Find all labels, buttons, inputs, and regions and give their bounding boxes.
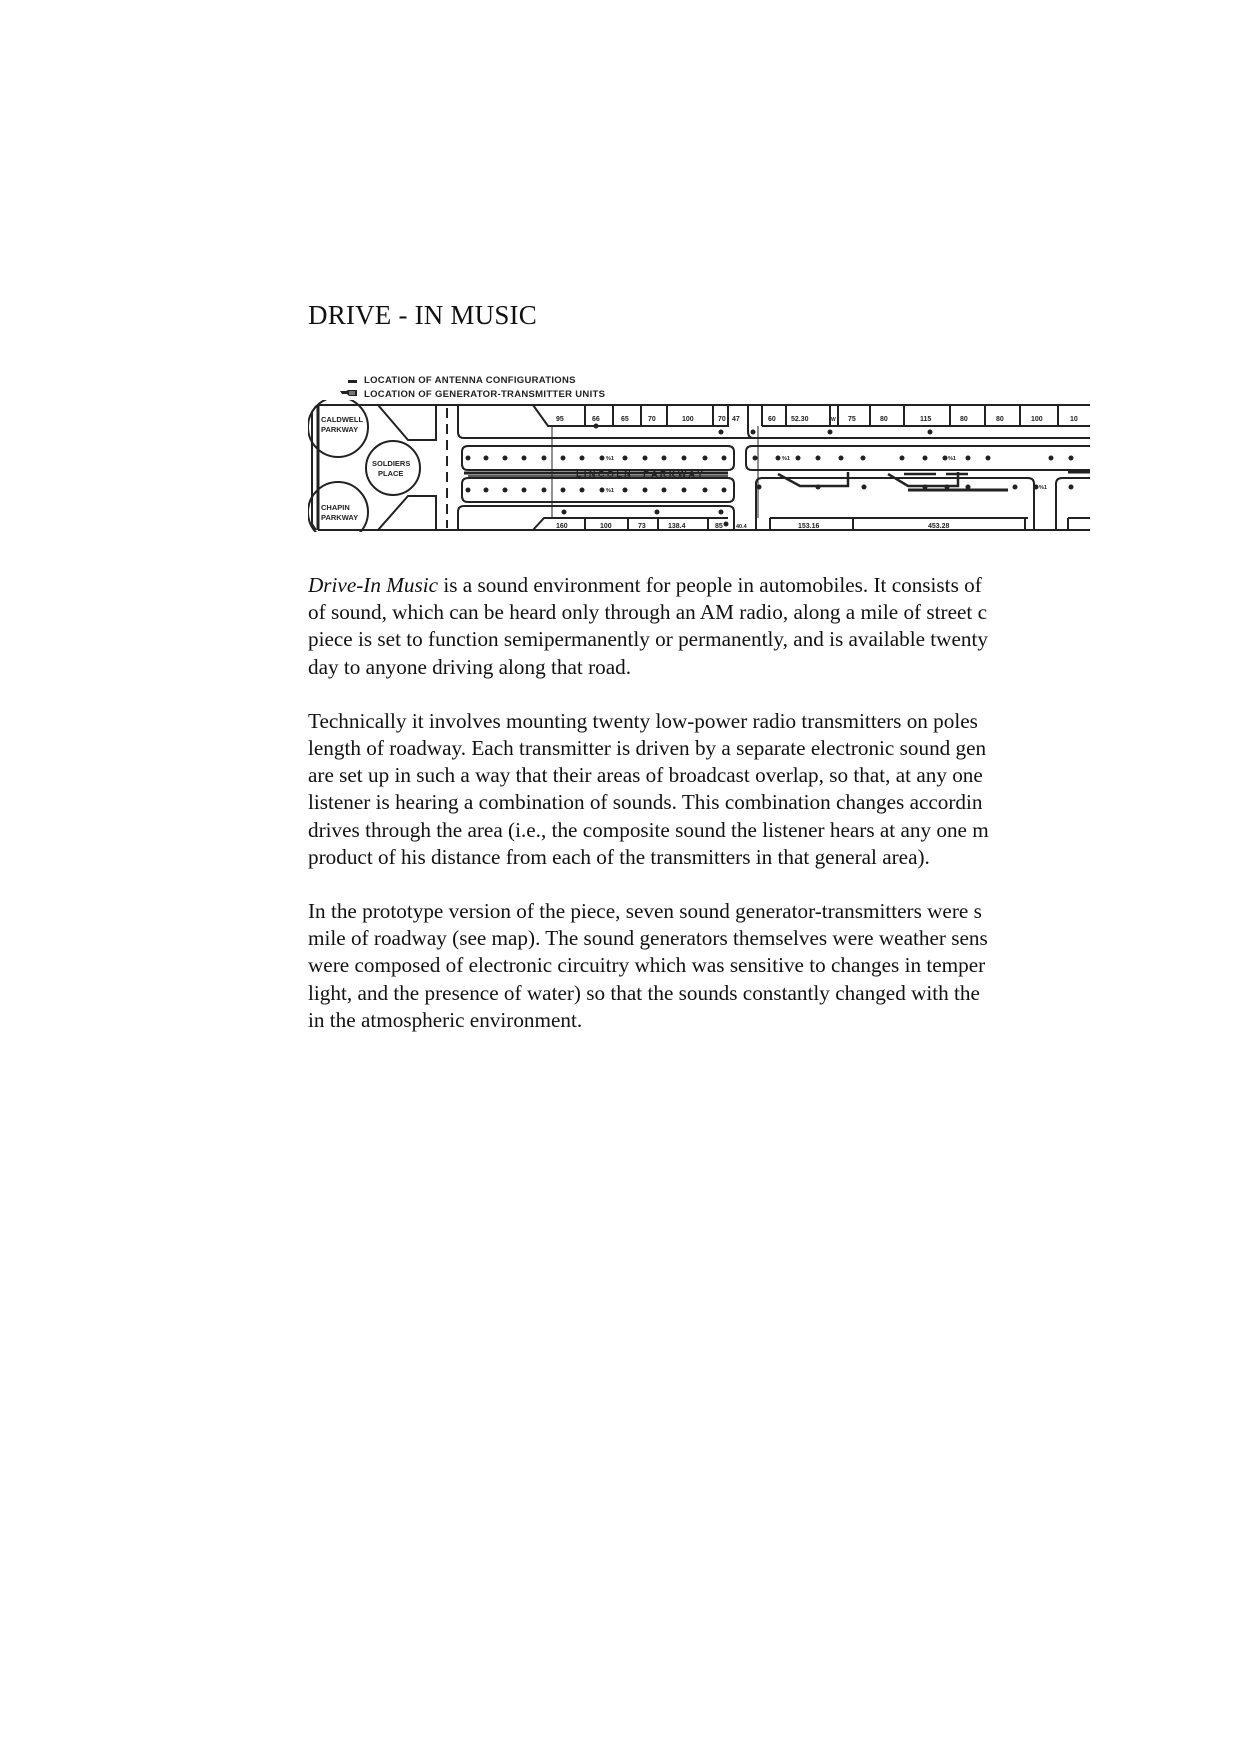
transmitter-hand-icon: %1 bbox=[1039, 485, 1047, 491]
text-line: of sound, which can be heard only through an AM radio, along a mile of street c bbox=[308, 600, 987, 625]
body-text bbox=[308, 572, 1090, 1072]
lot-label: 70 bbox=[648, 416, 656, 423]
paragraph-3 bbox=[308, 898, 1090, 1034]
lot-label: 153.16 bbox=[798, 523, 820, 530]
text-line: length of roadway. Each transmitter is driven by a separate electronic sound gen bbox=[308, 736, 987, 761]
text-line: day to anyone driving along that road. bbox=[308, 654, 632, 679]
legend-item-antenna bbox=[340, 373, 605, 387]
transmitter-hand-icon: %1 bbox=[606, 488, 614, 494]
lot-label: W bbox=[831, 417, 836, 423]
lot-label: 453.28 bbox=[928, 523, 950, 530]
text-line: In the prototype version of the piece, seven sound generator-transmitters were s bbox=[308, 899, 982, 924]
lot-label: 80 bbox=[996, 416, 1004, 423]
gap-label: 40.4 bbox=[736, 524, 747, 530]
gap-label: 47 bbox=[732, 416, 740, 423]
lot-label: 65 bbox=[621, 416, 629, 423]
text-line: product of his distance from each of the transmitters in that general area). bbox=[308, 844, 930, 869]
roadway-map bbox=[308, 400, 1090, 532]
lot-label: 160 bbox=[556, 523, 568, 530]
lot-label: 95 bbox=[556, 416, 564, 423]
place-caldwell: CALDWELL bbox=[321, 415, 364, 424]
lot-label: 70 bbox=[718, 416, 726, 423]
lot-label: 80 bbox=[880, 416, 888, 423]
text-line bbox=[308, 572, 1090, 599]
lot-label: 60 bbox=[768, 416, 776, 423]
text-line: Technically it involves mounting twenty low-power radio transmitters on poles bbox=[308, 708, 978, 733]
legend-label: LOCATION OF GENERATOR-TRANSMITTER UNITS bbox=[364, 388, 606, 400]
place-chapin: CHAPIN bbox=[321, 503, 350, 512]
lot-label: 75 bbox=[848, 416, 856, 423]
lot-label: 80 bbox=[960, 416, 968, 423]
place-chapin: PARKWAY bbox=[321, 513, 359, 522]
text-line: light, and the presence of water) so that the sounds constantly changed with the bbox=[308, 980, 980, 1005]
lot-label: 52.30 bbox=[791, 416, 809, 423]
transmitter-hand-icon: %1 bbox=[782, 456, 790, 462]
place-soldiers: SOLDIERS bbox=[372, 459, 411, 468]
text-span: is a sound environment for people in automobiles. It consists of bbox=[438, 573, 982, 597]
text-line: are set up in such a way that their areas of broadcast overlap, so that, at any one bbox=[308, 763, 983, 788]
paragraph-1 bbox=[308, 572, 1090, 681]
text-line: mile of roadway (see map). The sound generators themselves were weather sens bbox=[308, 926, 988, 951]
text-line: were composed of electronic circuitry which was sensitive to changes in temper bbox=[308, 953, 986, 978]
place-caldwell: PARKWAY bbox=[321, 425, 359, 434]
lot-label: 138.4 bbox=[668, 523, 686, 530]
road-name: L I N C O L N P A R K W A Y bbox=[576, 469, 704, 479]
map-legend bbox=[340, 373, 605, 401]
text-line: piece is set to function semipermanently or permanently, and is available twenty bbox=[308, 627, 988, 652]
lot-label: 66 bbox=[592, 416, 600, 423]
legend-item-transmitter bbox=[340, 387, 605, 401]
text-line: listener is hearing a combination of sounds. This combination changes accordin bbox=[308, 790, 983, 815]
lot-label: 100 bbox=[600, 523, 612, 530]
work-title: Drive-In Music bbox=[308, 573, 439, 597]
page-title: DRIVE - IN MUSIC bbox=[308, 300, 537, 330]
text-line: in the atmospheric environment. bbox=[308, 1007, 583, 1032]
lot-label: 85 bbox=[715, 523, 723, 530]
text-line: drives through the area (i.e., the composite sound the listener hears at any one m bbox=[308, 817, 989, 842]
lot-label: 10 bbox=[1070, 416, 1078, 423]
transmitter-hand-icon bbox=[340, 389, 360, 400]
lot-label: 100 bbox=[1031, 416, 1043, 423]
transmitter-hand-icon: %1 bbox=[948, 456, 956, 462]
legend-label: LOCATION OF ANTENNA CONFIGURATIONS bbox=[364, 374, 576, 386]
lot-label: 115 bbox=[920, 416, 932, 423]
place-soldiers: PLACE bbox=[378, 469, 404, 478]
lot-label: 73 bbox=[638, 523, 646, 530]
antenna-dash-icon bbox=[340, 375, 360, 386]
transmitter-hand-icon: %1 bbox=[606, 456, 614, 462]
map-drawing bbox=[308, 400, 1090, 532]
lot-label: 100 bbox=[682, 416, 694, 423]
paragraph-2 bbox=[308, 708, 1090, 871]
